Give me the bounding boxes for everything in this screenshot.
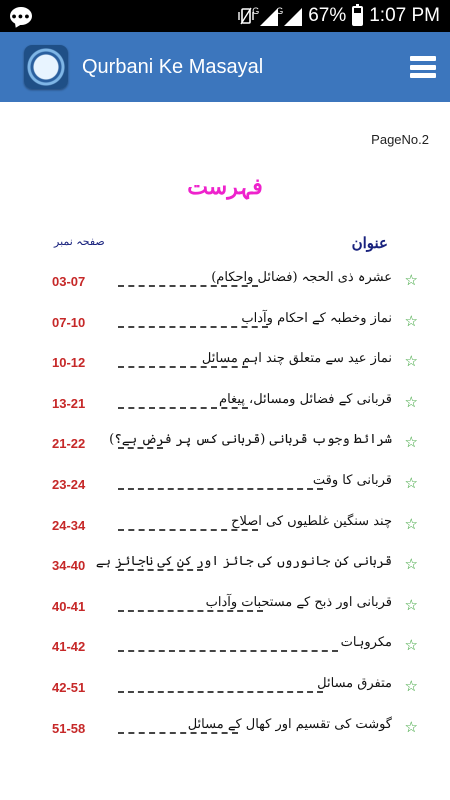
toc-row-pages: 13-21 (52, 395, 86, 411)
toc-row-leader (118, 732, 238, 734)
page-number: PageNo.2 (371, 132, 429, 147)
toc-heading: فہرست (187, 174, 263, 200)
battery-percent: 67% (308, 5, 347, 26)
toc-row-pages: 10-12 (52, 355, 86, 371)
page-column-header: صفحہ نمبر (54, 235, 105, 248)
toc-row[interactable] (0, 635, 450, 676)
toc-row-leader (118, 488, 323, 490)
toc-row-title: گوشت کی تقسیم اور کھال کے مسائل (187, 716, 392, 732)
toc-row-title: قربانی کے فضائل ومسائل، پیغام (219, 391, 392, 407)
star-bullet-icon: ☆ (404, 352, 418, 371)
toc-row-title: متفرق مسائل (317, 675, 392, 691)
menu-bar-line (410, 73, 436, 78)
status-bar (0, 0, 450, 32)
toc-row-leader (118, 326, 268, 328)
chat-notification-icon: ●●● (10, 7, 32, 25)
toc-row-title: عشرہ ذی الحجہ (فضائل واحکام) (211, 270, 392, 285)
toc-row-title: نماز وخطبہ کے احکام وآداب (241, 310, 392, 326)
menu-bar-line (410, 65, 436, 70)
toc-row-title: قربانی کا وقت (312, 472, 392, 488)
status-right (238, 5, 440, 27)
network-type-label: G (252, 6, 260, 16)
app-logo-icon (24, 45, 68, 89)
menu-bar-line (410, 56, 436, 61)
hamburger-menu-icon[interactable] (410, 54, 436, 80)
star-bullet-icon: ☆ (404, 473, 418, 492)
toc-row[interactable] (0, 514, 450, 555)
app-bar (0, 32, 450, 102)
star-bullet-icon: ☆ (404, 514, 418, 533)
toc-row-pages: 21-22 (52, 436, 86, 452)
toc-row-leader (118, 691, 323, 693)
battery-icon (352, 6, 363, 26)
toc-row-title: چند سنگین غلطیوں کی اصلاح (231, 513, 392, 529)
toc-row-leader (118, 650, 338, 652)
toc-row-leader (118, 366, 248, 368)
app-title: Qurbani Ke Masayal (82, 55, 264, 78)
toc-row[interactable] (0, 392, 450, 433)
star-bullet-icon: ☆ (404, 433, 418, 452)
toc-row-pages: 24-34 (52, 517, 86, 533)
toc-row-title: شرائط وجوب قربانی (قربانی کس پر فرض ہے؟) (109, 432, 392, 448)
star-bullet-icon: ☆ (404, 595, 418, 614)
star-bullet-icon: ☆ (404, 311, 418, 330)
toc-row[interactable] (0, 676, 450, 717)
network-type-label-2: G (276, 6, 284, 16)
toc-row-pages: 23-24 (52, 476, 86, 492)
toc-row-pages: 34-40 (52, 558, 86, 574)
toc-row-leader (118, 407, 248, 409)
toc-row-leader (118, 529, 258, 531)
signal-icon-2 (284, 8, 302, 26)
toc-row-title: قربانی کن جانوروں کی جائز اور کن کی ناجائز ہے (95, 554, 392, 570)
clock: 1:07 PM (369, 5, 440, 26)
status-left (10, 7, 32, 25)
toc-row-title: قربانی اور ذبح کے مستحبات وآداب (205, 594, 392, 610)
title-column-header: عنوان (351, 234, 388, 252)
star-bullet-icon: ☆ (404, 271, 418, 289)
page-content (0, 102, 450, 800)
toc-row[interactable] (0, 432, 450, 473)
toc-row-leader (118, 447, 163, 449)
toc-row[interactable] (0, 554, 450, 595)
toc-row[interactable] (0, 717, 450, 758)
star-bullet-icon: ☆ (404, 392, 418, 411)
star-bullet-icon: ☆ (404, 555, 418, 574)
toc-row-pages: 40-41 (52, 598, 86, 614)
toc-list (0, 270, 450, 757)
battery-level-fill (354, 13, 361, 24)
toc-row-leader (118, 569, 203, 571)
toc-row-pages: 03-07 (52, 274, 86, 289)
toc-row-leader (118, 285, 258, 287)
toc-row-title: نماز عید سے متعلق چند اہم مسائل (201, 351, 392, 367)
signal-group-2 (276, 6, 302, 26)
toc-row[interactable] (0, 595, 450, 636)
star-bullet-icon: ☆ (404, 717, 418, 736)
toc-row-pages: 42-51 (52, 679, 86, 695)
toc-row-title: مکروہات (340, 635, 392, 651)
star-bullet-icon: ☆ (404, 676, 418, 695)
toc-row[interactable] (0, 351, 450, 392)
toc-row[interactable] (0, 311, 450, 352)
toc-row-pages: 41-42 (52, 639, 86, 655)
toc-row[interactable] (0, 473, 450, 514)
toc-row[interactable] (0, 270, 450, 311)
toc-row-pages: 07-10 (52, 314, 86, 330)
star-bullet-icon: ☆ (404, 636, 418, 655)
toc-row-leader (118, 610, 263, 612)
toc-row-pages: 51-58 (52, 720, 86, 736)
